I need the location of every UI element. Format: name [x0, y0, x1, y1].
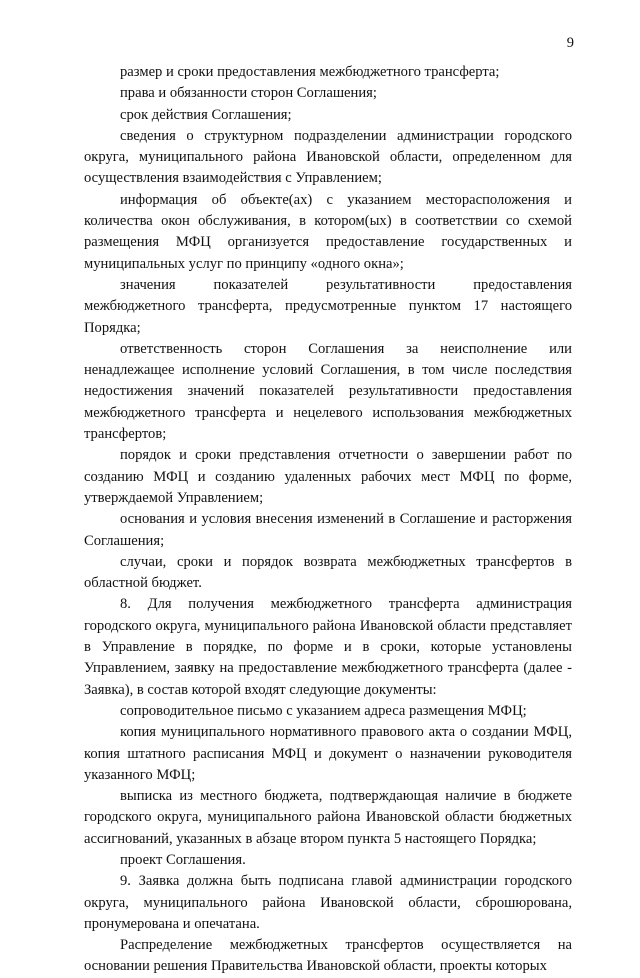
paragraph: срок действия Соглашения;	[120, 106, 292, 123]
paragraph: копия муниципального нормативного правового акта о создании МФЦ, копия штатного расписания МФЦ и документ о назначении руководителя указанного МФЦ;	[84, 724, 572, 783]
paragraph: ответственность сторон Соглашения за неисполнение или ненадлежащее исполнение условий Соглашения, в том числе последствия недостижения значений показателей результативности предоставления межбюджетного трансферта и нецелевого использования межбюджетных трансфертов;	[84, 340, 572, 443]
paragraph: порядок и сроки представления отчетности о завершении работ по созданию МФЦ и созданию удаленных рабочих мест МФЦ по форме, утверждаемой Управлением;	[84, 447, 572, 506]
paragraph: сопроводительное письмо с указанием адреса размещения МФЦ;	[120, 702, 527, 719]
paragraph: значения показателей результативности предоставления межбюджетного трансферта, предусмотренные пунктом 17 настоящего Порядка;	[84, 276, 572, 336]
paragraph: права и обязанности сторон Соглашения;	[120, 85, 377, 102]
paragraph: случаи, сроки и порядок возврата межбюджетных трансфертов в областной бюджет.	[84, 553, 572, 592]
paragraph-item-8: 8. Для получения межбюджетного трансферта администрация городского округа, муниципального района Ивановской области представляет в Управление в порядке, по форме и в сроки, которые установлены Управлением, заявку на предоставление межбюджетного трансферта (далее - Заявка), в состав которой входят следующие документы:	[84, 596, 572, 698]
paragraph-item-9: 9. Заявка должна быть подписана главой администрации городского округа, муниципального района Ивановской области, сброшюрована, пронумерована и опечатана.	[84, 873, 572, 932]
paragraph: Распределение межбюджетных трансфертов осуществляется на основании решения Правительства Ивановской области, проекты которых	[84, 937, 572, 975]
paragraph: размер и сроки предоставления межбюджетного трансферта;	[120, 64, 500, 80]
page-number: 9	[566, 35, 574, 51]
paragraph: выписка из местного бюджета, подтверждающая наличие в бюджете городского округа, муниципального района Ивановской области бюджетных ассигнований, указанных в абзаце втором пункта 5 настоящего Порядка;	[84, 788, 572, 847]
paragraph: сведения о структурном подразделении администрации городского округа, муниципального района Ивановской области, определенном для осуществления взаимодействия с Управлением;	[84, 127, 572, 187]
paragraph: проект Соглашения.	[120, 851, 246, 868]
document-body	[84, 62, 572, 978]
paragraph: информация об объекте(ах) с указанием месторасположения и количества окон обслуживания, в котором(ых) в соответствии со схемой размещения МФЦ организуется предоставление государственных и муниципальных услуг по принципу «одного окна»;	[84, 191, 572, 272]
paragraph: основания и условия внесения изменений в Соглашение и расторжения Соглашения;	[84, 511, 572, 549]
